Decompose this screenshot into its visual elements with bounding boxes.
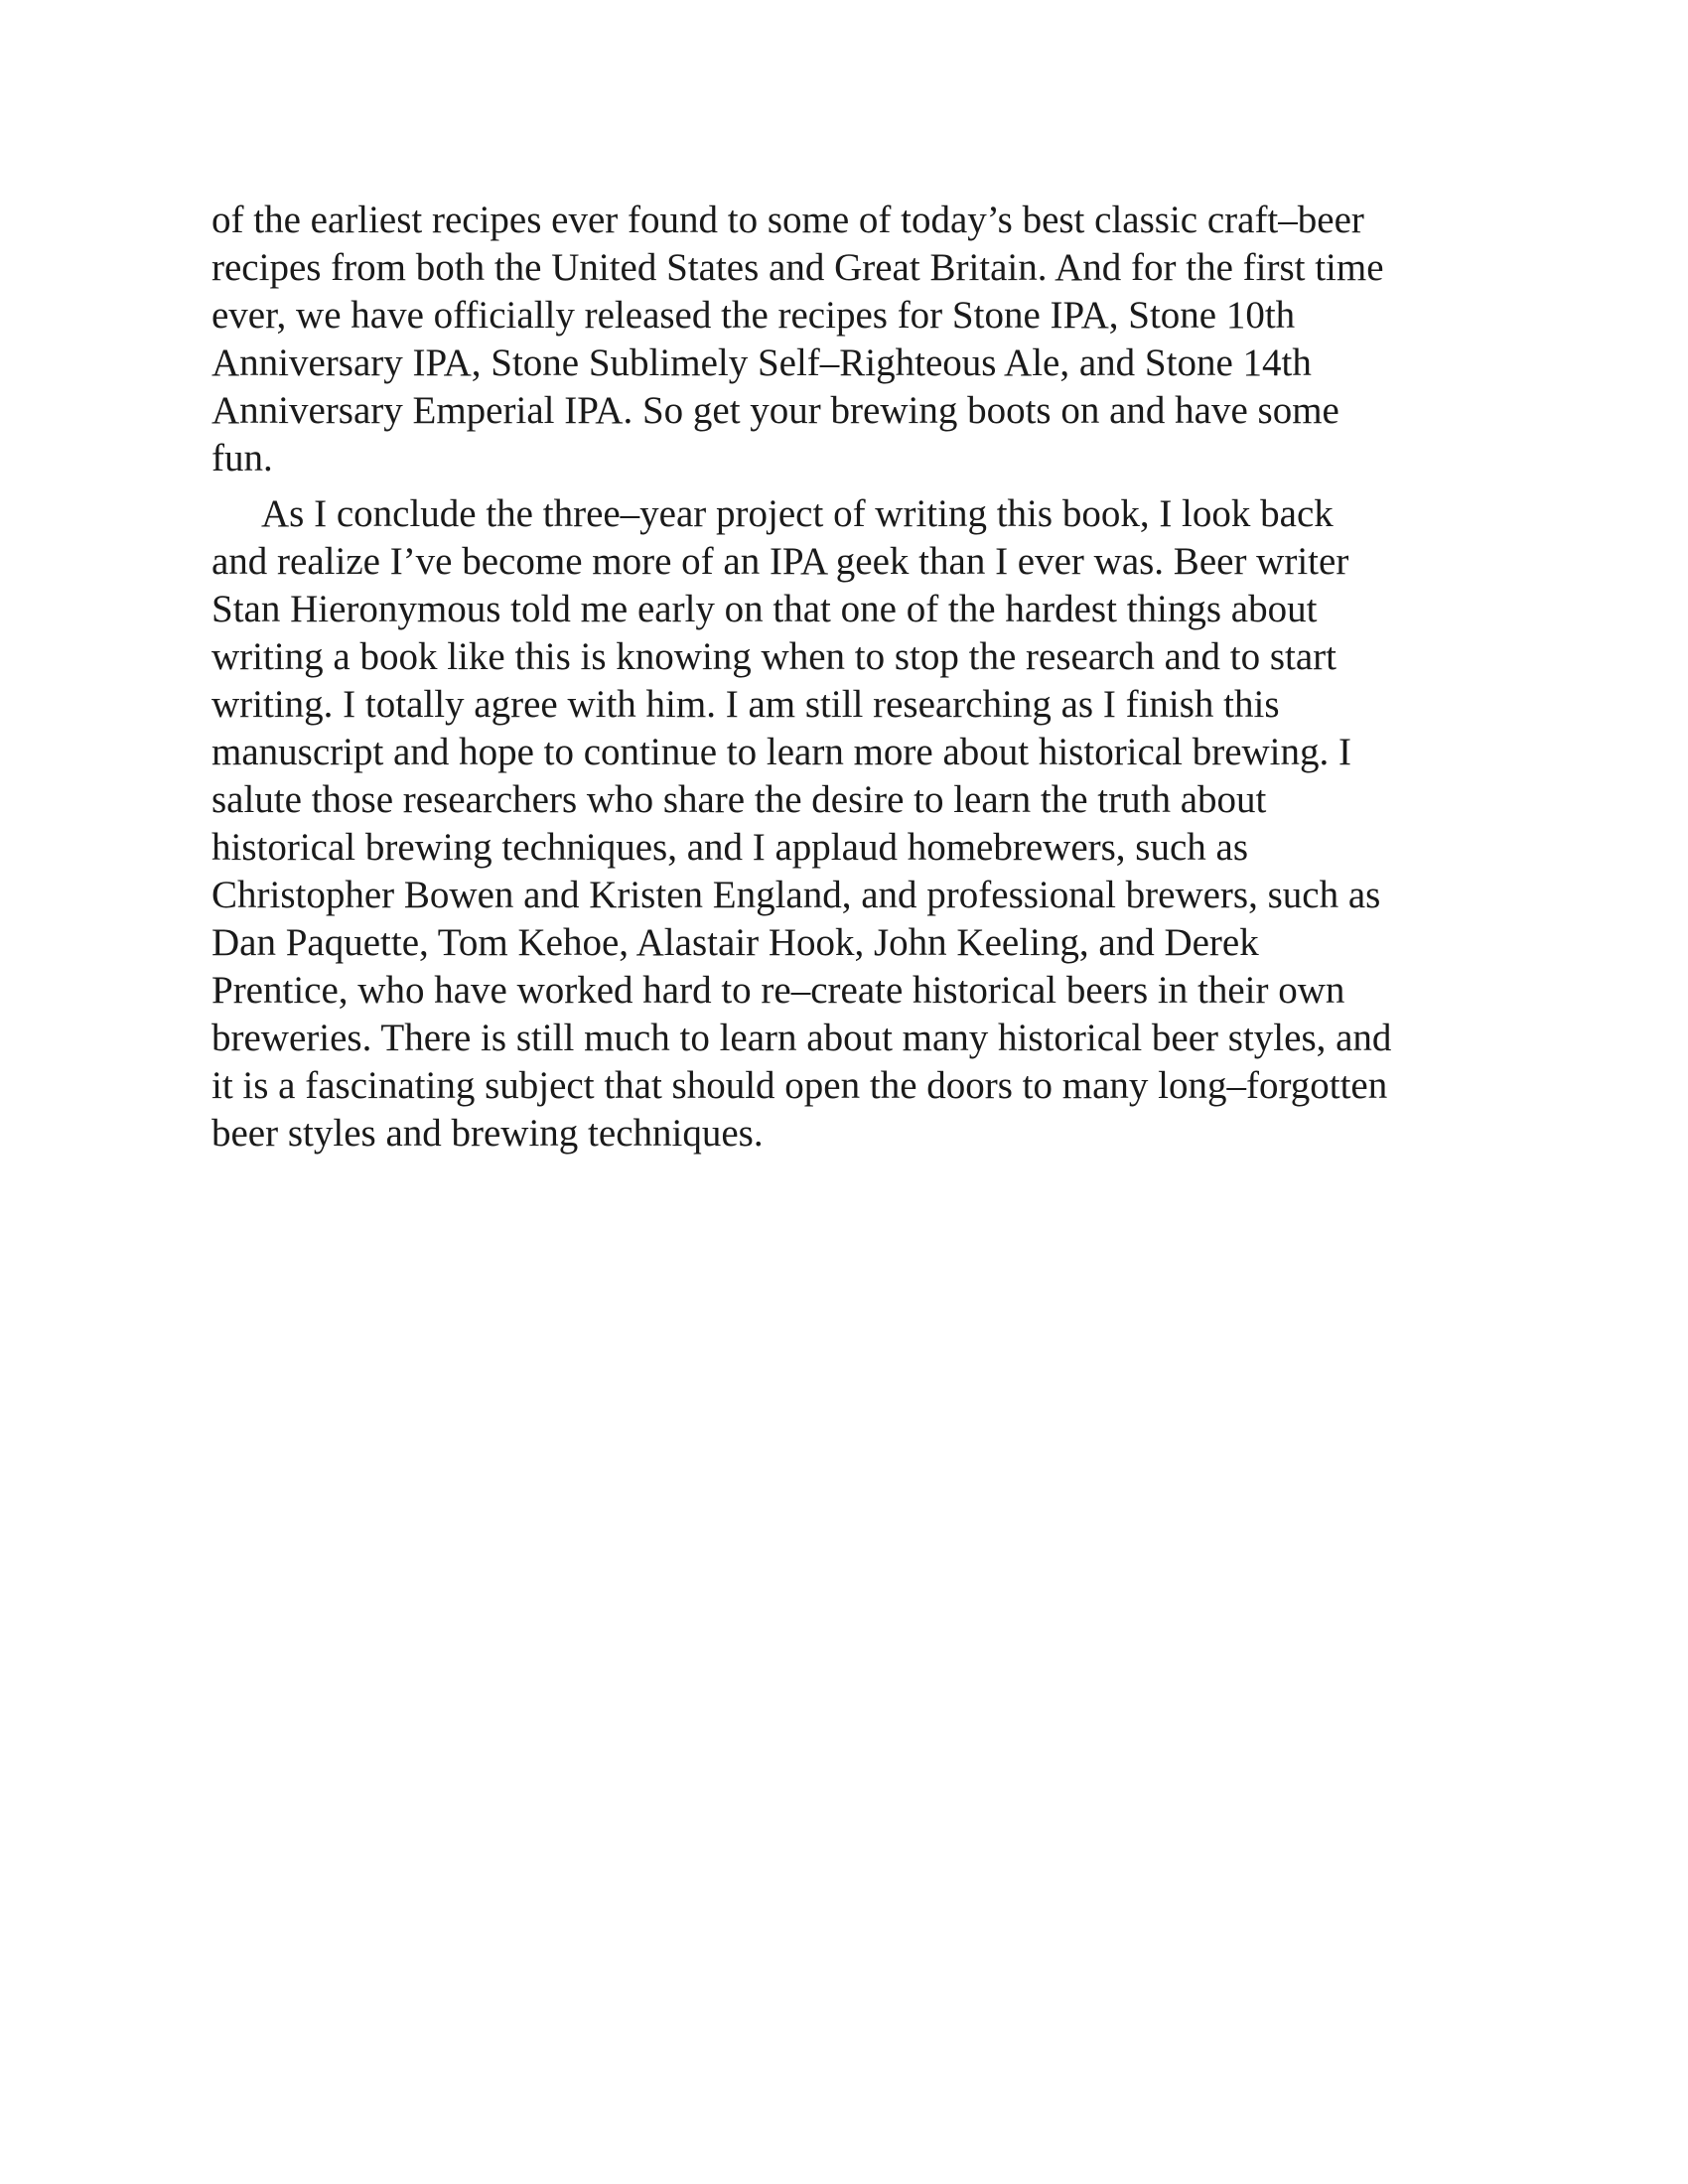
text-line: writing. I totally agree with him. I am still researching as I finish this [211,683,1280,726]
text-line: Prentice, who have worked hard to re–create historical beers in their own [211,969,1345,1012]
text-line: recipes from both the United States and Great Britain. And for the first time [211,246,1384,289]
text-line: it is a fascinating subject that should open the doors to many long–forgotten [211,1064,1388,1107]
text-line: Anniversary Emperial IPA. So get your brewing boots on and have some [211,389,1339,432]
text-line: Stan Hieronymous told me early on that one of the hardest things about [211,588,1318,630]
paragraph-1 [211,197,1502,482]
text-line: beer styles and brewing techniques. [211,1112,764,1155]
body-text [211,197,1502,1158]
text-line: salute those researchers who share the desire to learn the truth about [211,778,1267,821]
text-line-indented: As I conclude the three–year project of writing this book, I look back [261,492,1334,535]
text-line: historical brewing techniques, and I applaud homebrewers, such as [211,826,1249,869]
text-line: writing a book like this is knowing when to stop the research and to start [211,635,1336,678]
text-line: manuscript and hope to continue to learn more about historical brewing. I [211,731,1352,773]
text-line: ever, we have officially released the recipes for Stone IPA, Stone 10th [211,294,1296,337]
paragraph-2 [211,490,1502,1158]
text-line: and realize I’ve become more of an IPA geek than I ever was. Beer writer [211,540,1349,583]
text-line: fun. [211,437,273,479]
paragraph-spacing [211,482,1502,490]
text-line: Christopher Bowen and Kristen England, and professional brewers, such as [211,874,1381,916]
text-line: of the earliest recipes ever found to some of today’s best classic craft–beer [211,199,1364,241]
text-line: Anniversary IPA, Stone Sublimely Self–Righteous Ale, and Stone 14th [211,341,1312,384]
text-line: breweries. There is still much to learn about many historical beer styles, and [211,1017,1392,1059]
text-line: Dan Paquette, Tom Kehoe, Alastair Hook, John Keeling, and Derek [211,921,1259,964]
